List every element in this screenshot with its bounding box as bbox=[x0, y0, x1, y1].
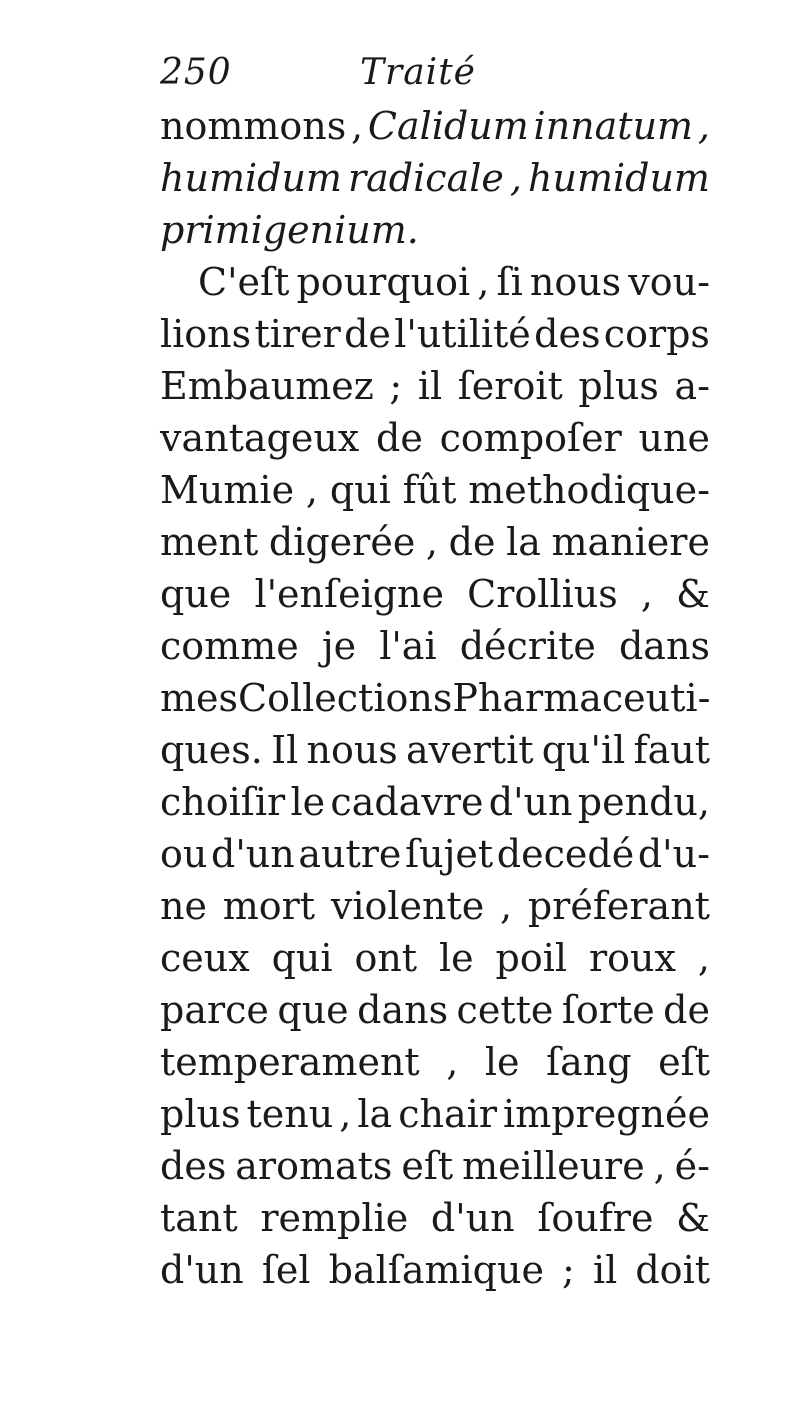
page-number: 250 bbox=[160, 52, 232, 93]
text-line: humidum radicale , humidum bbox=[160, 156, 710, 200]
text-line: temperament , le ſang eſt bbox=[160, 1040, 710, 1084]
text-line: d'un ſel balſamique ; il doit bbox=[160, 1248, 710, 1292]
text-line: ne mort violente , préferant bbox=[160, 884, 710, 928]
text-line: ques. Il nous avertit qu'il faut bbox=[160, 728, 710, 772]
running-title: Traité bbox=[360, 52, 476, 93]
text-line: C'eſt pourquoi , ſi nous vou- bbox=[198, 260, 710, 304]
text-line: primigenium. bbox=[160, 208, 419, 252]
text-line: vantageux de compoſer une bbox=[160, 416, 710, 460]
text-line: tant remplie d'un ſoufre & bbox=[160, 1196, 710, 1240]
text-line: choiſir le cadavre d'un pendu, bbox=[160, 780, 710, 824]
body-text bbox=[160, 100, 710, 1296]
text-line: ment digerée , de la maniere bbox=[160, 520, 710, 564]
text-line: ceux qui ont le poil roux , bbox=[160, 936, 710, 980]
text-line: nommons , Calidum innatum , bbox=[160, 104, 710, 148]
page-header bbox=[160, 52, 700, 102]
text-line: comme je l'ai décrite dans bbox=[160, 624, 710, 668]
text-line: ou d'un autre ſujet decedé d'u- bbox=[160, 832, 710, 876]
text-line: Mumie , qui fût methodique- bbox=[160, 468, 710, 512]
text-line: lions tirer de l'utilité des corps bbox=[160, 312, 710, 356]
text-line: que l'enſeigne Crollius , & bbox=[160, 572, 710, 616]
text-line: des aromats eſt meilleure , é- bbox=[160, 1144, 710, 1188]
text-line: plus tenu , la chair impregnée bbox=[160, 1092, 710, 1136]
text-line: mes Collections Pharmaceuti- bbox=[160, 676, 711, 720]
text-line: Embaumez ; il ſeroit plus a- bbox=[160, 364, 710, 408]
text-line: parce que dans cette ſorte de bbox=[160, 988, 710, 1032]
